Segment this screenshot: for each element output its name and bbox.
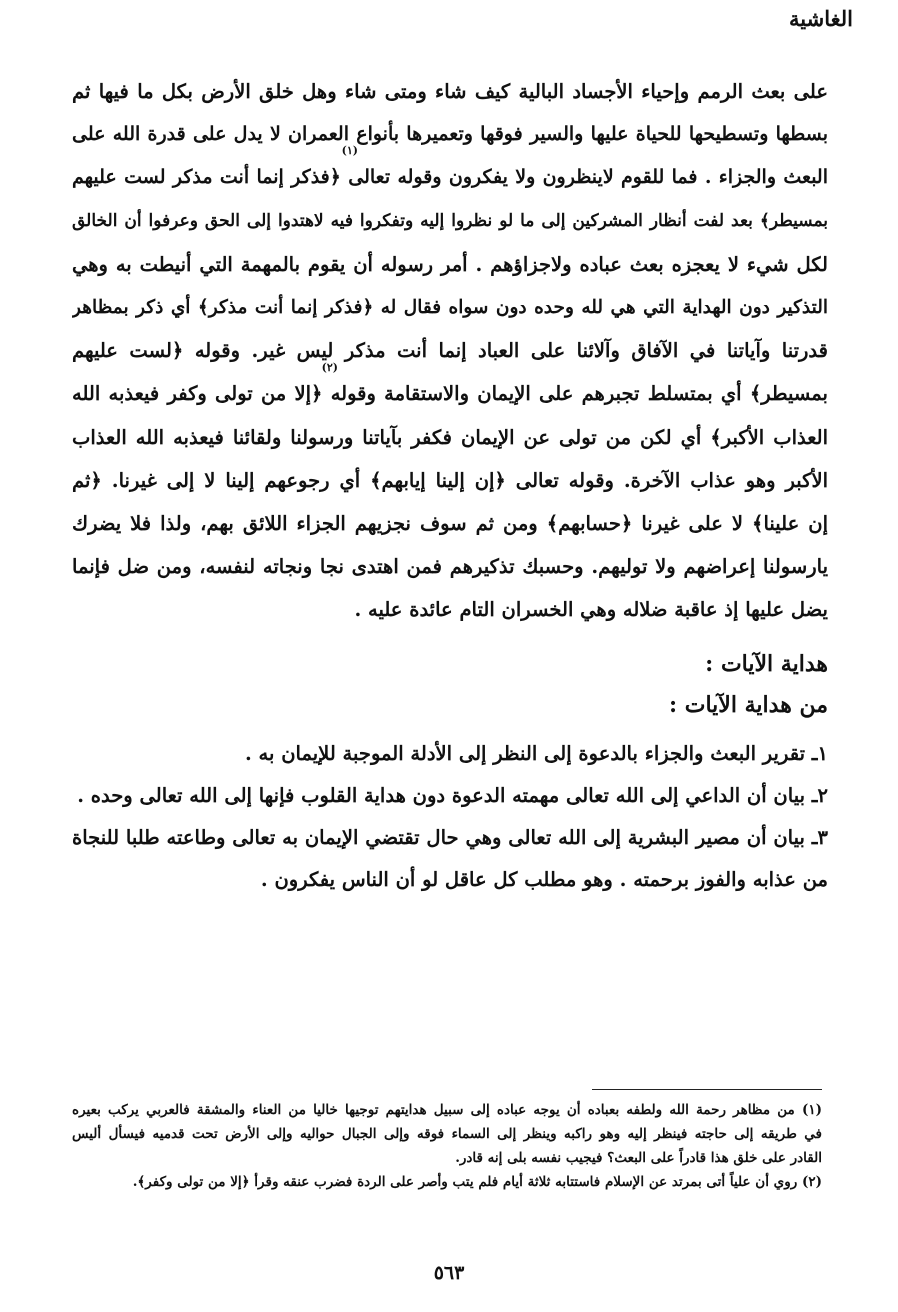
commentary-line: بمسيطر﴾ بعد لفت أنظار المشركين إلى ما لو نظروا إليه وتفكروا فيه لاهتدوا إلى الحق وعرفوا أن الخالق [72, 210, 828, 231]
guidance-point: ١ـ تقرير البعث والجزاء بالدعوة إلى النظر إلى الأدلة الموجبة للإيمان به . [244, 742, 828, 765]
footnote-line: (١) من مظاهر رحمة الله ولطفه بعباده أن يوجه عباده إلى سبيل هدايتهم توجيها خاليا من العناء والمشقة فالعربي يركب بعيره [72, 1102, 822, 1118]
footnote-line: (٢) روي أن علياً أتى بمرتد عن الإسلام فاستتابه ثلاثة أيام فلم يتب وأصر على الردة فضرب عنقه وقرأ ﴿إلا من تولى وكفر﴾. [132, 1174, 822, 1190]
commentary-line: يارسولنا إعراضهم ولا توليهم. وحسبك تذكيرهم فمن اهتدى نجا ونجاته لنفسه، ومن ضل فإنما [72, 555, 828, 579]
commentary-line: يضل عليها إذ عاقبة ضلاله وهي الخسران التام عائدة عليه . [354, 598, 828, 622]
footnote-line: القادر على خلق هذا قادراً على البعث؟ فيجيب نفسه بلى إنه قادر. [455, 1150, 822, 1166]
footnote-divider [592, 1089, 822, 1090]
commentary-line: على بعث الرمم وإحياء الأجساد البالية كيف شاء ومتى شاء وهل خلق الأرض بكل ما فيها ثم [72, 80, 828, 103]
commentary-text [72, 70, 828, 631]
commentary-line: قدرتنا وآياتنا في الآفاق وآلائنا على العباد إنما أنت مذكر ليس غير. وقوله ﴿لست عليهم [72, 339, 828, 363]
footnote-line: في طريقه إلى حاجته فينظر إليه وهو راكبه وينظر إلى السماء فوقه وإلى الجبال حواليه وإلى الأرض تحت قدميه فيسأل أليس [72, 1126, 822, 1142]
running-header: الغاشية [789, 6, 853, 31]
commentary-line: إن علينا﴾ لا على غيرنا ﴿حسابهم﴾ ومن ثم سوف نجزيهم الجزاء اللائق بهم، ولذا فلا يضرك [72, 511, 828, 535]
commentary-line: بسطها وتسطيحها للحياة عليها والسير فوقها وتعميرها بأنواع العمران لا يدل على قدرة الله على [72, 123, 828, 146]
footnote-reference-2: (٢) [321, 361, 338, 374]
commentary-line: بمسيطر﴾ أي بمتسلط تجبرهم على الإيمان والاستقامة وقوله ﴿إلا من تولى وكفر فيعذبه الله [72, 382, 828, 406]
section-heading: هداية الآيات : [705, 651, 828, 677]
guidance-point-continuation: من عذابه والفوز برحمته . وهو مطلب كل عاقل لو أن الناس يفكرون . [260, 868, 828, 891]
section-subheading: من هداية الآيات : [668, 692, 828, 718]
commentary-line: لكل شيء لا يعجزه بعث عباده ولاجزاؤهم . أمر رسوله أن يقوم بالمهمة التي أنيطت به وهي [72, 252, 828, 276]
guidance-points [72, 733, 828, 901]
footnotes [72, 1098, 822, 1194]
commentary-line: العذاب الأكبر﴾ أي لكن من تولى عن الإيمان فكفر بآياتنا ورسولنا ولقائنا فيعذبه الله العذاب [72, 425, 828, 449]
commentary-line: التذكير دون الهداية التي هي لله وحده دون سواه فقال له ﴿فذكر إنما أنت مذكر﴾ أي ذكر بمظاهر [72, 296, 828, 318]
guidance-point: ٢ـ بيان أن الداعي إلى الله تعالى مهمته الدعوة دون هداية القلوب فإنها إلى الله تعالى وحده . [77, 784, 828, 807]
page-number: ٥٦٣ [433, 1262, 465, 1284]
commentary-line: البعث والجزاء . فما للقوم لاينظرون ولا يفكرون وقوله تعالى ﴿فذكر إنما أنت مذكر لست عليهم [72, 166, 828, 189]
commentary-line: الأكبر وهو عذاب الآخرة. وقوله تعالى ﴿إن إلينا إيابهم﴾ أي رجوعهم إلينا لا إلى غيرنا. ﴿ثم [72, 468, 828, 492]
footnote-reference-1: (١) [341, 144, 358, 157]
guidance-point: ٣ـ بيان أن مصير البشرية إلى الله تعالى وهي حال تقتضي الإيمان به تعالى وطاعته طلبا للنجاة [72, 826, 828, 849]
